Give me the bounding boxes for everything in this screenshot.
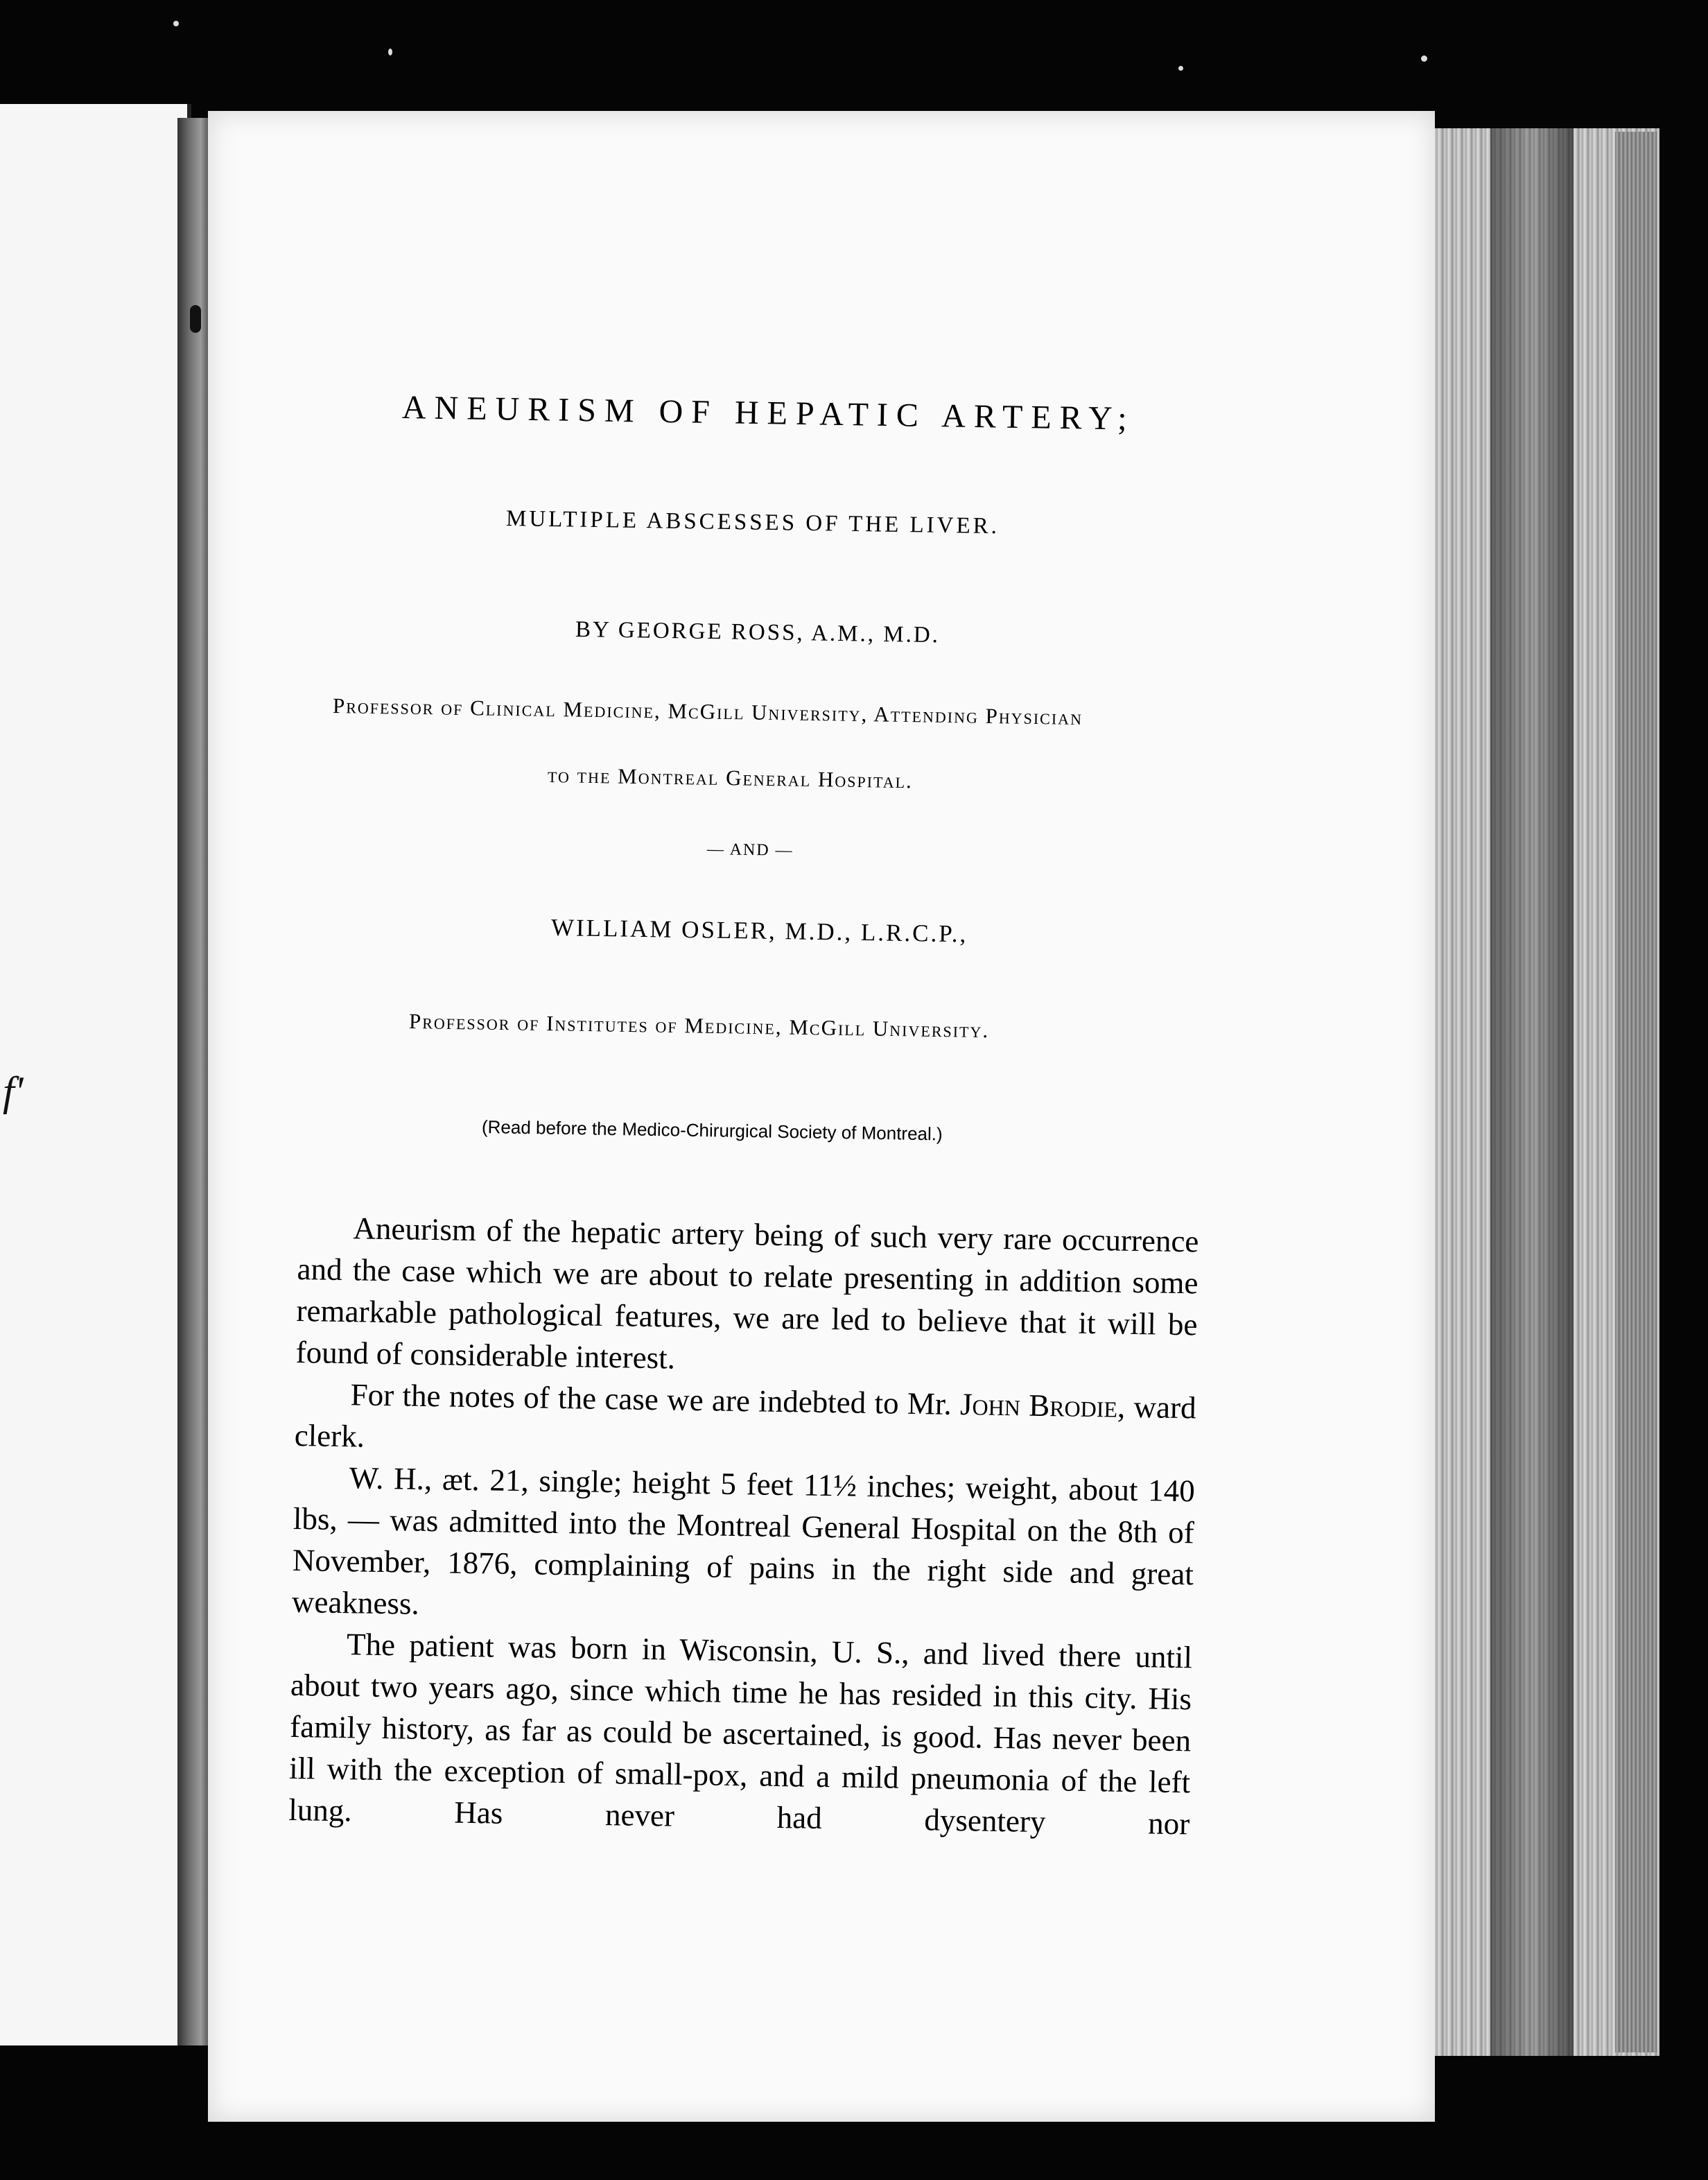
clerk-name: John Brodie [959, 1387, 1118, 1424]
author-1-affiliation: Professor of Clinical Medicine, McGill University, Attending Physician [332, 693, 1083, 729]
book-edge-outer [1615, 132, 1657, 2052]
margin-mark: f' [3, 1069, 24, 1114]
author-1-affiliation-cont: to the Montreal General Hospital. [547, 763, 914, 793]
paragraph: The patient was born in Wisconsin, U. S., and lived there until about two years ago, since which time he has resided in this city. His family history, as far as could be ascertained, is good. Has never been ill with the exception of small-pox, and a mild pneumonia of the left lung. Has never had dysentery nor [288, 1627, 1193, 1842]
paragraph-text: , ward clerk. [294, 1389, 1196, 1454]
author-byline: BY GEORGE ROSS, A.M., M.D. [575, 617, 941, 648]
author-2-affiliation: Professor of Institutes of Medicine, McGill University. [408, 1009, 990, 1043]
second-author: WILLIAM OSLER, M.D., L.R.C.P., [550, 914, 968, 948]
reading-note: (Read before the Medico-Chirurgical Society of Montreal.) [481, 1116, 943, 1145]
book-gutter [177, 118, 211, 2045]
article-title: ANEURISM OF HEPATIC ARTERY; [401, 389, 1136, 438]
dust-speck [1421, 55, 1427, 62]
article-subtitle: MULTIPLE ABSCESSES OF THE LIVER. [505, 506, 1000, 539]
body-text [288, 1206, 1199, 1844]
paragraph: W. H., æt. 21, single; height 5 feet 11½ inches; weight, about 140 lbs, — was admitted into the Montreal General Hospital on the 8th of November, 1876, complaining of pains in the right side and great weakness. [291, 1460, 1196, 1621]
left-page [0, 104, 191, 2045]
author-separator: — AND — [706, 840, 794, 860]
dust-speck [388, 49, 392, 55]
margin-blot [190, 305, 201, 333]
dust-speck [1178, 66, 1183, 71]
paragraph [294, 1373, 1196, 1470]
dust-speck [173, 21, 179, 26]
book-edge-shadow [1490, 128, 1574, 2056]
paragraph-text: For the notes of the case we are indebted to Mr. [350, 1377, 952, 1421]
paragraph: Aneurism of the hepatic artery being of such very rare occurrence and the case which we are about to relate presenting in addition some remarkable pathological features, we are led to believe that it will be found of considerable interest. [295, 1211, 1199, 1376]
